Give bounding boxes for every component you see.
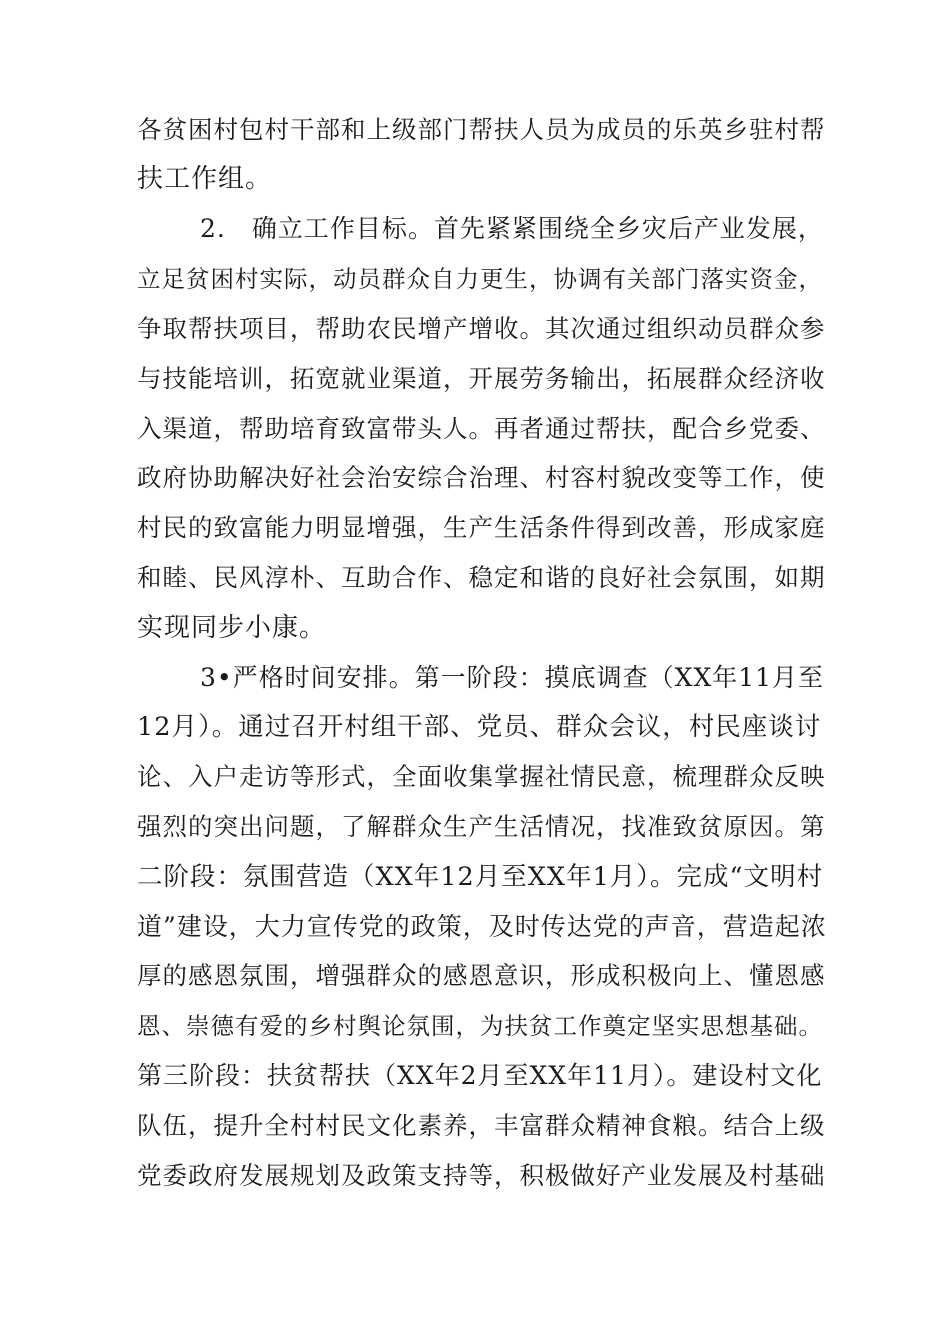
text-line: 厚的感恩氛围，增强群众的感恩意识，形成积极向上、懂恩感 — [137, 961, 826, 990]
text-line: 强烈的突出问题，了解群众生产生活情况，找准致贫原因。第 — [137, 812, 826, 841]
text-line: 党委政府发展规划及政策支持等，积极做好产业发展及村基础 — [137, 1161, 826, 1190]
text-line: 实现同步小康。 — [137, 613, 327, 643]
text-line: 村民的致富能力明显增强，生产生活条件得到改善，形成家庭 — [137, 513, 826, 542]
text-line: 政府协助解决好社会治安综合治理、村容村貌改变等工作，使 — [137, 463, 826, 492]
text-line: 各贫困村包村干部和上级部门帮扶人员为成员的乐英乡驻村帮 — [137, 115, 826, 144]
text-line: 争取帮扶项目，帮助农民增产增收。其次通过组织动员群众参 — [137, 314, 826, 343]
text-line: 2. 确立工作目标。首先紧紧围绕全乡灾后产业发展， — [200, 214, 824, 243]
text-line: 立足贫困村实际，动员群众自力更生，协调有关部门落实资金， — [137, 265, 823, 293]
text-line: 道”建设，大力宣传党的政策，及时传达党的声音，营造起浓 — [137, 912, 827, 941]
text-line: 扶工作组。 — [137, 164, 273, 194]
text-line: 12月）。通过召开村组干部、党员、群众会议，村民座谈讨 — [137, 712, 822, 742]
text-line: 二阶段：氛围营造（XX年12月至XX年1月）。完成“文明村 — [137, 862, 824, 892]
text-line: 队伍，提升全村村民文化素养，丰富群众精神食粮。结合上级 — [137, 1111, 826, 1140]
text-line: 3•严格时间安排。第一阶段：摸底调查（XX年11月至 — [200, 663, 825, 692]
text-line: 入渠道，帮助培育致富带头人。再者通过帮扶，配合乡党委、 — [137, 414, 826, 443]
text-line: 与技能培训，拓宽就业渠道，开展劳务输出，拓展群众经济收 — [137, 364, 826, 393]
text-line: 第三阶段：扶贫帮扶（XX年2月至XX年11月）。建设村文化 — [137, 1061, 823, 1090]
text-line: 论、入户走访等形式，全面收集掌握社情民意，梳理群众反映 — [137, 762, 826, 791]
text-line: 和睦、民风淳朴、互助合作、稳定和谐的良好社会氛围，如期 — [137, 563, 826, 592]
text-line: 恩、崇德有爱的乡村舆论氛围，为扶贫工作奠定坚实思想基础。 — [137, 1012, 823, 1040]
